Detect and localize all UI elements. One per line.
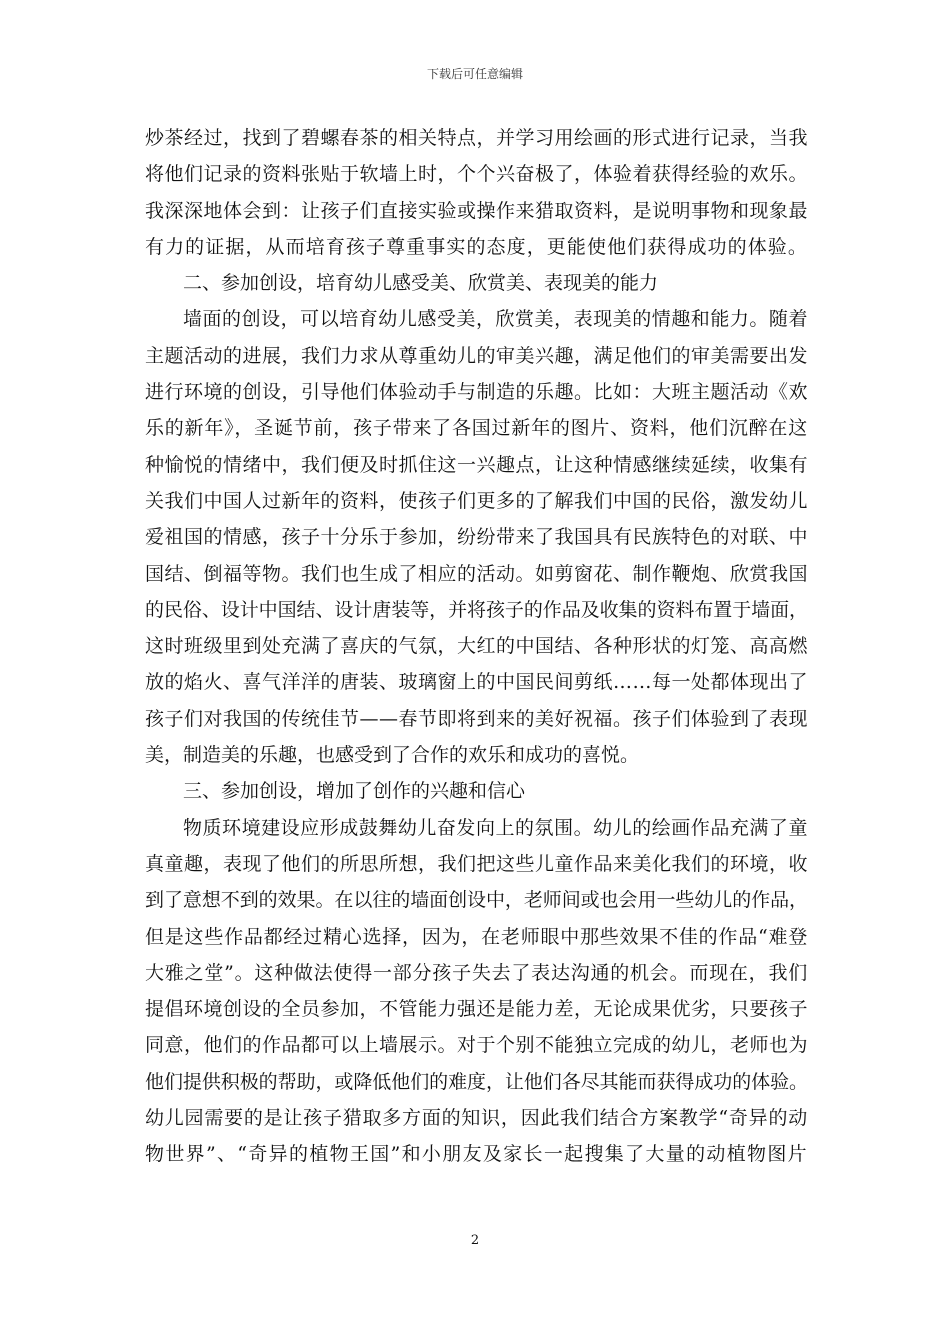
text-line: 爱祖国的情感，孩子十分乐于参加，纷纷带来了我国具有民族特色的对联、中 xyxy=(145,526,808,549)
text-line: 孩子们对我国的传统佳节——春节即将到来的美好祝福。孩子们体验到了表现 xyxy=(145,707,808,730)
page-number: 2 xyxy=(470,1233,480,1248)
text-line: 物世界”、“奇异的植物王国”和小朋友及家长一起搜集了大量的动植物图片 xyxy=(145,1143,808,1166)
text-line: 有力的证据，从而培育孩子尊重事实的态度，更能使他们获得成功的体验。 xyxy=(145,235,808,258)
text-line: 将他们记录的资料张贴于软墙上时，个个兴奋极了，体验着获得经验的欢乐。 xyxy=(145,163,808,186)
text-line: 我深深地体会到：让孩子们直接实验或操作来猎取资料，是说明事物和现象最 xyxy=(145,199,808,222)
header-text: 下载后可任意编辑 xyxy=(426,67,523,81)
paragraph-first-line: 物质环境建设应形成鼓舞幼儿奋发向上的氛围。幼儿的绘画作品充满了童 xyxy=(183,816,808,839)
text-line: 他们提供积极的帮助，或降低他们的难度，让他们各尽其能而获得成功的体验。 xyxy=(145,1070,808,1093)
text-line: 这时班级里到处充满了喜庆的气氛，大红的中国结、各种形状的灯笼、高高燃 xyxy=(145,635,808,658)
text-line: 美，制造美的乐趣，也感受到了合作的欢乐和成功的喜悦。 xyxy=(145,744,640,767)
text-line: 到了意想不到的效果。在以往的墙面创设中，老师间或也会用一些幼儿的作品， xyxy=(145,889,808,912)
page-footer xyxy=(0,1232,950,1250)
text-line: 幼儿园需要的是让孩子猎取多方面的知识，因此我们结合方案教学“奇异的动 xyxy=(145,1107,808,1130)
text-line: 提倡环境创设的全员参加，不管能力强还是能力差，无论成果优劣，只要孩子 xyxy=(145,998,808,1021)
page-header xyxy=(0,66,950,82)
text-line: 国结、倒福等物。我们也生成了相应的活动。如剪窗花、制作鞭炮、欣赏我国 xyxy=(145,562,808,585)
paragraph-first-line: 三、参加创设，增加了创作的兴趣和信心 xyxy=(183,780,526,803)
text-line: 种愉悦的情绪中，我们便及时抓住这一兴趣点，让这种情感继续延续，收集有 xyxy=(145,453,808,476)
text-line: 真童趣，表现了他们的所思所想，我们把这些儿童作品来美化我们的环境，收 xyxy=(145,852,808,875)
paragraph-first-line: 二、参加创设，培育幼儿感受美、欣赏美、表现美的能力 xyxy=(183,272,659,295)
text-line: 乐的新年》，圣诞节前，孩子带来了各国过新年的图片、资料，他们沉醉在这 xyxy=(145,417,808,440)
document-body xyxy=(145,120,808,1173)
paragraph-first-line: 墙面的创设，可以培育幼儿感受美，欣赏美，表现美的情趣和能力。随着 xyxy=(183,308,808,331)
text-line: 同意，他们的作品都可以上墙展示。对于个别不能独立完成的幼儿，老师也为 xyxy=(145,1034,808,1057)
text-line: 炒茶经过，找到了碧螺春茶的相关特点，并学习用绘画的形式进行记录，当我 xyxy=(145,127,808,149)
text-line: 主题活动的进展，我们力求从尊重幼儿的审美兴趣，满足他们的审美需要出发 xyxy=(145,344,808,367)
text-line: 但是这些作品都经过精心选择，因为，在老师眼中那些效果不佳的作品“难登 xyxy=(145,925,808,948)
text-line: 的民俗、设计中国结、设计唐装等，并将孩子的作品及收集的资料布置于墙面， xyxy=(145,598,808,621)
text-line: 进行环境的创设，引导他们体验动手与制造的乐趣。比如：大班主题活动《欢 xyxy=(145,381,808,404)
text-line: 大雅之堂”。这种做法使得一部分孩子失去了表达沟通的机会。而现在，我们 xyxy=(145,961,808,984)
text-line: 关我们中国人过新年的资料，使孩子们更多的了解我们中国的民俗，激发幼儿 xyxy=(145,489,808,512)
text-line: 放的焰火、喜气洋洋的唐装、玻璃窗上的中国民间剪纸……每一处都体现出了 xyxy=(145,671,808,694)
